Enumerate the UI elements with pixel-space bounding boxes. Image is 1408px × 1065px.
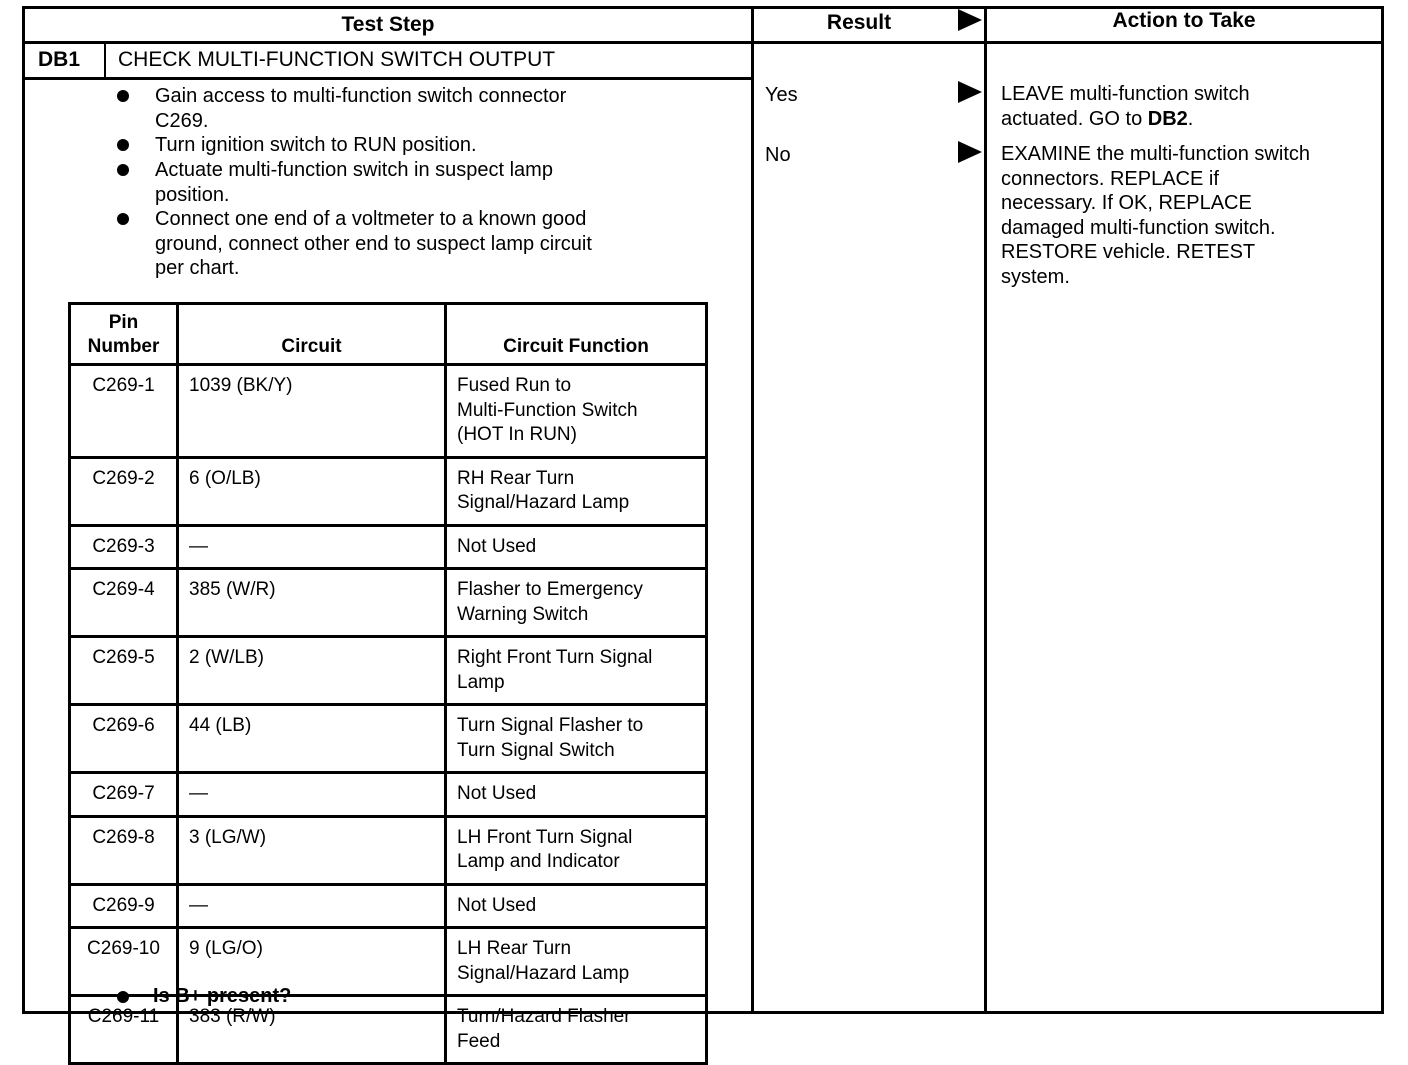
table-row [70,773,707,817]
pin-number-cell: C269-8 [70,816,178,884]
instruction-text: Actuate multi-function switch in suspect lamp [155,159,553,181]
step-id: DB1 [38,48,81,71]
instruction-text: Connect one end of a voltmeter to a known good [155,208,587,230]
question-bullet-icon [117,991,129,1003]
circuit-function-line: Right Front Turn Signal [457,647,653,668]
instruction-text: Gain access to multi-function switch connector [155,85,567,107]
circuit-header: Circuit [178,304,446,365]
circuit-cell: 44 (LB) [178,705,446,773]
instruction-bullet-icon [117,139,129,151]
table-row [70,457,707,525]
step-title-bottom-line [22,77,753,80]
header-arrow-icon [958,9,982,31]
action-text-segment: necessary. If OK, REPLACE [1001,192,1252,214]
circuit-cell: — [178,884,446,928]
table-row [70,569,707,637]
instruction-text: C269. [155,109,209,132]
circuit-function-line: Signal/Hazard Lamp [457,962,630,984]
instruction-text: Turn ignition switch to RUN position. [155,134,477,156]
right-border [1381,6,1384,1014]
circuit-function-cell [446,637,707,705]
pin-number-cell: C269-6 [70,705,178,773]
circuit-function-line: LH Front Turn Signal [457,826,633,848]
circuit-function-cell [446,816,707,884]
table-row [70,816,707,884]
pin-number-cell: C269-2 [70,457,178,525]
result-arrow-icon [958,141,982,163]
circuit-cell: 3 (LG/W) [178,816,446,884]
step-title: CHECK MULTI-FUNCTION SWITCH OUTPUT [118,48,556,71]
action-text-segment: . [1187,107,1194,130]
result-label: No [765,144,791,166]
circuit-function-cell [446,773,707,817]
pin-number-cell: C269-1 [70,365,178,458]
circuit-function-cell [446,569,707,637]
circuit-function-cell [446,525,707,569]
circuit-function-cell [446,457,707,525]
instruction-text: ground, connect other end to suspect lamp circuit [155,232,592,255]
step-question: Is B+ present? [153,985,292,1007]
circuit-cell: 383 (R/W) [178,996,446,1064]
circuit-function-line: Not Used [457,894,537,916]
circuit-function-line: (HOT In RUN) [457,424,577,445]
pin-number-cell: C269-11 [70,996,178,1064]
action-text-segment: connectors. REPLACE if [1001,167,1219,190]
action-text [1001,82,1250,107]
action-text-segment: LEAVE multi-function switch [1001,83,1250,105]
circuit-cell: 6 (O/LB) [178,457,446,525]
action-text [1001,240,1255,265]
left-border [22,6,25,1014]
action-text-segment: RESTORE vehicle. RETEST [1001,241,1256,263]
instruction-bullet-icon [117,90,129,102]
circuit-function-line: Not Used [457,535,537,557]
circuit-function-line: Fused Run to [457,375,572,396]
table-row [70,884,707,928]
table-row [70,637,707,705]
result-divider [751,6,754,1014]
instruction-bullet-icon [117,213,129,225]
circuit-function-line: Lamp [457,671,505,693]
action-text [1001,107,1193,132]
table-row [70,525,707,569]
circuit-function-line: RH Rear Turn [457,467,575,489]
header-bottom-line [22,41,1384,44]
circuit-function-line: LH Rear Turn [457,938,572,959]
pin-number-cell: C269-7 [70,773,178,817]
action-text [1001,216,1276,241]
pin-number-cell: C269-3 [70,525,178,569]
circuit-function-line: Turn Signal Flasher to [457,715,644,736]
circuit-cell: 385 (W/R) [178,569,446,637]
circuit-function-line: Not Used [457,783,537,804]
circuit-function-cell [446,705,707,773]
pin-number-cell: C269-4 [70,569,178,637]
result-header: Result [826,11,892,34]
action-text-segment: EXAMINE the multi-function switch [1001,143,1310,165]
circuit-cell: 1039 (BK/Y) [178,365,446,458]
instruction-text: per chart. [155,257,240,279]
action-divider [984,6,987,1014]
circuit-cell: 9 (LG/O) [178,928,446,996]
action-text [1001,142,1310,167]
pin-number-cell: C269-10 [70,928,178,996]
circuit-cell: — [178,773,446,817]
instruction-text: position. [155,183,230,206]
pin-number-header: Pin Number [70,304,178,365]
action-text-segment: actuated. GO to [1001,107,1148,130]
circuit-cell: — [178,525,446,569]
test-step-header: Test Step [341,13,435,36]
result-label: Yes [765,84,798,106]
action-text [1001,265,1070,290]
circuit-function-line: Signal/Hazard Lamp [457,492,630,513]
circuit-function-line: Turn/Hazard Flasher [457,1006,631,1027]
circuit-function-cell [446,884,707,928]
table-row [70,365,707,458]
circuit-function-cell [446,996,707,1064]
instruction-bullet-icon [117,164,129,176]
circuit-function-line: Warning Switch [457,603,589,625]
circuit-cell: 2 (W/LB) [178,637,446,705]
action-text-segment: damaged multi-function switch. [1001,216,1276,239]
circuit-function-line: Turn Signal Switch [457,739,615,761]
circuit-function-line: Flasher to Emergency [457,579,643,600]
action-text-segment: system. [1001,265,1070,288]
result-arrow-icon [958,81,982,103]
pin-number-cell: C269-5 [70,637,178,705]
action-step-ref: DB2 [1147,107,1188,130]
pin-number-cell: C269-9 [70,884,178,928]
pin-table-header-row [70,304,707,365]
action-header: Action to Take [1112,9,1256,32]
pin-table [68,302,708,1065]
circuit-function-line: Lamp and Indicator [457,851,620,872]
circuit-function-header: Circuit Function [446,304,707,365]
circuit-function-line: Multi-Function Switch [457,399,638,421]
action-text [1001,191,1252,216]
table-row [70,705,707,773]
circuit-function-cell [446,365,707,458]
circuit-function-line: Feed [457,1030,501,1052]
circuit-function-cell [446,928,707,996]
step-id-divider [104,42,106,79]
action-text [1001,167,1219,192]
